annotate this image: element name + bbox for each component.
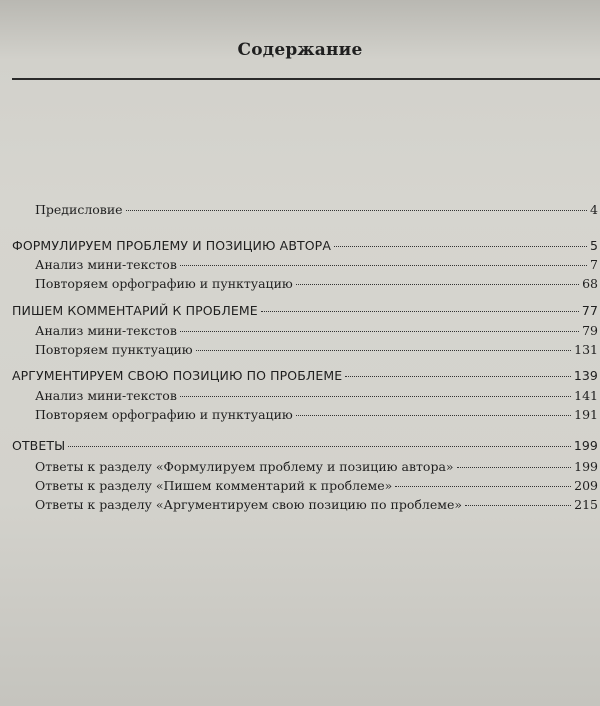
toc-page-number: 139 bbox=[573, 368, 598, 383]
toc-entry-preface[interactable] bbox=[35, 202, 598, 218]
toc-page-number: 209 bbox=[574, 478, 598, 493]
leader-dots bbox=[68, 446, 571, 447]
toc-entry-label: Ответы к разделу «Формулируем проблему и позицию автора» bbox=[35, 459, 454, 474]
leader-dots bbox=[261, 311, 579, 312]
leader-dots bbox=[180, 331, 579, 332]
toc-section-label: ФОРМУЛИРУЕМ ПРОБЛЕМУ И ПОЗИЦИЮ АВТОРА bbox=[12, 238, 331, 253]
toc-entry[interactable] bbox=[35, 497, 598, 513]
leader-dots bbox=[126, 210, 587, 211]
toc-entry[interactable] bbox=[35, 459, 598, 475]
leader-dots bbox=[296, 284, 579, 285]
toc-section-2[interactable] bbox=[12, 303, 598, 319]
leader-dots bbox=[395, 486, 571, 487]
toc-page-number: 199 bbox=[574, 459, 598, 474]
toc-entry[interactable] bbox=[35, 323, 598, 339]
toc-entry-label: Повторяем пунктуацию bbox=[35, 342, 193, 357]
toc-page-number: 191 bbox=[574, 407, 598, 422]
toc-entry-label: Повторяем орфографию и пунктуацию bbox=[35, 407, 293, 422]
toc-section-answers[interactable] bbox=[12, 438, 598, 454]
toc-entry-label: Ответы к разделу «Пишем комментарий к проблеме» bbox=[35, 478, 393, 493]
toc-entry[interactable] bbox=[35, 257, 598, 273]
toc-page-number: 5 bbox=[589, 238, 598, 253]
leader-dots bbox=[180, 396, 571, 397]
toc-section-label: ПИШЕМ КОММЕНТАРИЙ К ПРОБЛЕМЕ bbox=[12, 303, 258, 318]
leader-dots bbox=[196, 350, 571, 351]
page-title: Содержание bbox=[237, 40, 363, 60]
toc-page-number: 215 bbox=[574, 497, 598, 512]
toc-entry[interactable] bbox=[35, 478, 598, 494]
toc-entry-label: Анализ мини-текстов bbox=[35, 323, 177, 338]
toc-entry-label: Анализ мини-текстов bbox=[35, 388, 177, 403]
toc-page-number: 79 bbox=[582, 323, 598, 338]
toc-page-number: 4 bbox=[590, 202, 598, 217]
toc-entry[interactable] bbox=[35, 407, 598, 423]
toc-page-number: 68 bbox=[582, 276, 598, 291]
toc-entry-label: Анализ мини-текстов bbox=[35, 257, 177, 272]
leader-dots bbox=[334, 246, 587, 247]
toc-page-number: 199 bbox=[573, 438, 598, 453]
leader-dots bbox=[465, 505, 571, 506]
leader-dots bbox=[345, 376, 571, 377]
toc-page-number: 131 bbox=[574, 342, 598, 357]
toc-entry-label: Ответы к разделу «Аргументируем свою позицию по проблеме» bbox=[35, 497, 462, 512]
toc-section-1[interactable] bbox=[12, 238, 598, 254]
toc-section-label: АРГУМЕНТИРУЕМ СВОЮ ПОЗИЦИЮ ПО ПРОБЛЕМЕ bbox=[12, 368, 343, 383]
leader-dots bbox=[180, 265, 587, 266]
toc-entry[interactable] bbox=[35, 342, 598, 358]
toc-section-3[interactable] bbox=[12, 368, 598, 384]
toc-page-number: 77 bbox=[581, 303, 598, 318]
toc-section-label: ОТВЕТЫ bbox=[12, 438, 66, 453]
toc-entry[interactable] bbox=[35, 388, 598, 404]
toc-entry[interactable] bbox=[35, 276, 598, 292]
toc-entry-label: Повторяем орфографию и пунктуацию bbox=[35, 276, 293, 291]
toc-entry-label: Предисловие bbox=[35, 202, 123, 217]
toc-page-number: 7 bbox=[590, 257, 598, 272]
leader-dots bbox=[296, 415, 571, 416]
toc-page-number: 141 bbox=[574, 388, 598, 403]
leader-dots bbox=[457, 467, 572, 468]
